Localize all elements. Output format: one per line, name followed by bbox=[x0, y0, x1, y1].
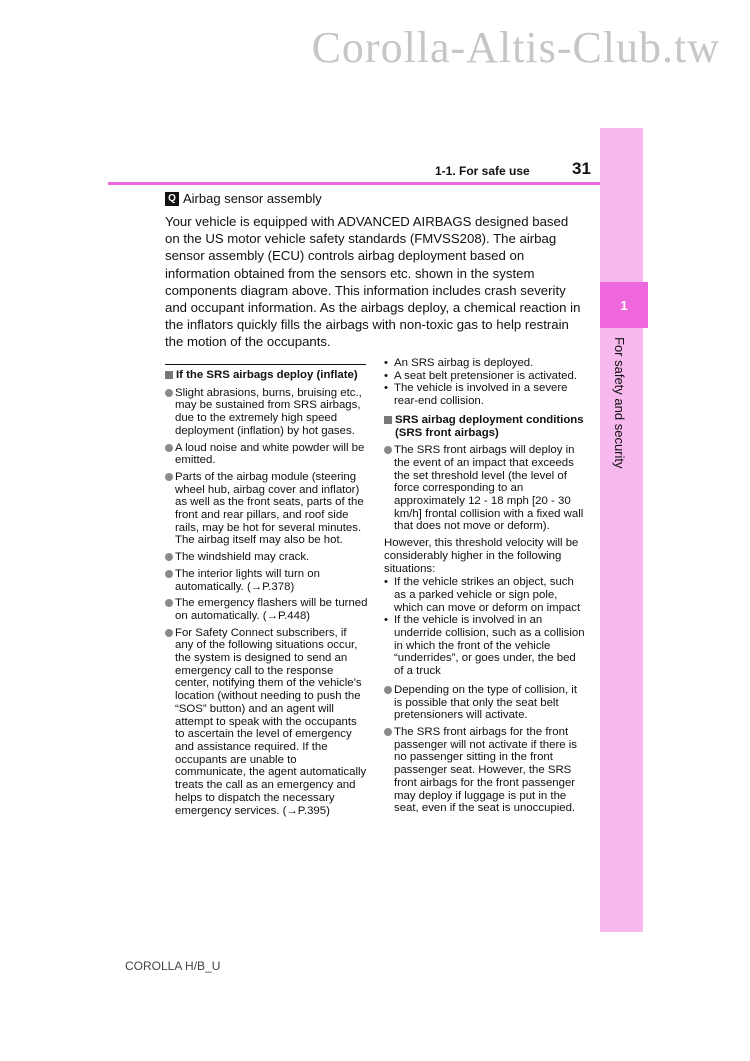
circle-bullet-icon bbox=[384, 686, 392, 694]
right-heading bbox=[384, 414, 585, 439]
bullet-item: • A seat belt pretensioner is activated. bbox=[384, 369, 577, 382]
dot-bullet-icon: • bbox=[384, 357, 388, 369]
left-column bbox=[165, 364, 368, 821]
left-heading bbox=[165, 369, 368, 382]
column-rule bbox=[165, 364, 366, 365]
circle-bullet-icon bbox=[165, 389, 173, 397]
list-item: The emergency flashers will be turned on automatically. (→P.448) bbox=[165, 597, 368, 622]
dot-bullet-icon: • bbox=[384, 369, 388, 382]
circle-bullet-icon bbox=[165, 629, 173, 637]
circle-bullet-icon bbox=[165, 570, 173, 578]
bullet-item: • If the vehicle is involved in an underride collision, such as a collision in which the front of the vehicle “underrides”, or goes under, the bed of a truck bbox=[384, 614, 585, 678]
circle-bullet-icon bbox=[384, 446, 392, 454]
top-bullet-list bbox=[384, 357, 585, 408]
right-heading-text: SRS airbag deployment conditions (SRS front airbags) bbox=[395, 413, 584, 439]
bottom-bullet-list bbox=[384, 576, 585, 678]
section-title bbox=[165, 191, 322, 206]
list-item: The interior lights will turn on automatically. (→P.378) bbox=[165, 568, 368, 593]
circle-bullet-icon bbox=[165, 473, 173, 481]
chapter-number-box: 1 bbox=[600, 282, 648, 328]
list-item: The SRS front airbags will deploy in the event of an impact that exceeds the set threshold level (the level of force corresponding to an approximately 12 - 18 mph [20 - 30 km/h] frontal collision with a fixed wall that does not move or deform). bbox=[384, 444, 585, 533]
left-heading-text: If the SRS airbags deploy (inflate) bbox=[176, 369, 358, 381]
section-title-text: Airbag sensor assembly bbox=[183, 191, 322, 206]
dot-bullet-icon: • bbox=[384, 614, 388, 627]
q-label-icon: Q bbox=[165, 192, 179, 206]
dot-bullet-icon: • bbox=[384, 576, 388, 589]
circle-bullet-icon bbox=[165, 553, 173, 561]
circle-bullet-icon bbox=[165, 599, 173, 607]
bullet-item: • If the vehicle strikes an object, such as a parked vehicle or sign pole, which can move or deform on impact bbox=[384, 576, 581, 614]
square-bullet-icon bbox=[165, 371, 173, 379]
list-item: Depending on the type of collision, it is possible that only the seat belt pretensioners will activate. bbox=[384, 684, 585, 722]
list-item: Slight abrasions, burns, bruising etc., may be sustained from SRS airbags, due to the extremely high speed deployment (inflation) by hot gases. bbox=[165, 387, 368, 438]
chapter-label: For safety and security bbox=[612, 337, 627, 469]
list-item: For Safety Connect subscribers, if any of the following situations occur, the system is designed to send an emergency call to the response center, notifying them of the vehicle’s location (without needing to push the “SOS” button) and an agent will attempt to speak with the occupants to ascertain the level of emergency and assistance required. If the occupants are unable to communicate, the agent automatically treats the call as an emergency and helps to dispatch the necessary emergency services. (→P.395) bbox=[165, 627, 368, 818]
section-header: 1-1. For safe use bbox=[435, 164, 530, 178]
circle-bullet-icon bbox=[384, 728, 392, 736]
chapter-side-tab bbox=[600, 128, 643, 932]
circle-bullet-icon bbox=[165, 444, 173, 452]
watermark: Corolla-Altis-Club.tw bbox=[311, 23, 720, 72]
bullet-item: • An SRS airbag is deployed. bbox=[384, 357, 534, 369]
intro-paragraph: Your vehicle is equipped with ADVANCED AIRBAGS designed based on the US motor vehicle safety standards (FMVSS208). The airbag sensor assembly (ECU) controls airbag deployment based on information obtained from the sensors etc. shown in the system components diagram above. This information includes crash severity and occupant information. As the airbags deploy, a chemical reaction in the inflators quickly fills the airbags with non-toxic gas to help restrain the motion of the occupants. bbox=[165, 214, 581, 350]
list-item: A loud noise and white powder will be emitted. bbox=[165, 442, 368, 467]
page-number: 31 bbox=[572, 159, 591, 178]
list-item: The windshield may crack. bbox=[165, 551, 368, 564]
square-bullet-icon bbox=[384, 416, 392, 424]
header-rule bbox=[108, 182, 600, 185]
bullet-item: • The vehicle is involved in a severe rear-end collision. bbox=[384, 382, 568, 408]
list-item: Parts of the airbag module (steering wheel hub, airbag cover and inflator) as well as the front seats, parts of the front and rear pillars, and roof side rails, may be hot for several minutes. The airbag itself may also be hot. bbox=[165, 471, 368, 547]
list-item: The SRS front airbags for the front passenger will not activate if there is no passenger sitting in the front passenger seat. However, the SRS front airbags for the front passenger may deploy if luggage is put in the seat, even if the seat is unoccupied. bbox=[384, 726, 585, 815]
footer-model: COROLLA H/B_U bbox=[125, 959, 221, 973]
dot-bullet-icon: • bbox=[384, 382, 388, 395]
right-column bbox=[384, 357, 585, 819]
threshold-paragraph: However, this threshold velocity will be considerably higher in the following situations: bbox=[384, 537, 579, 575]
